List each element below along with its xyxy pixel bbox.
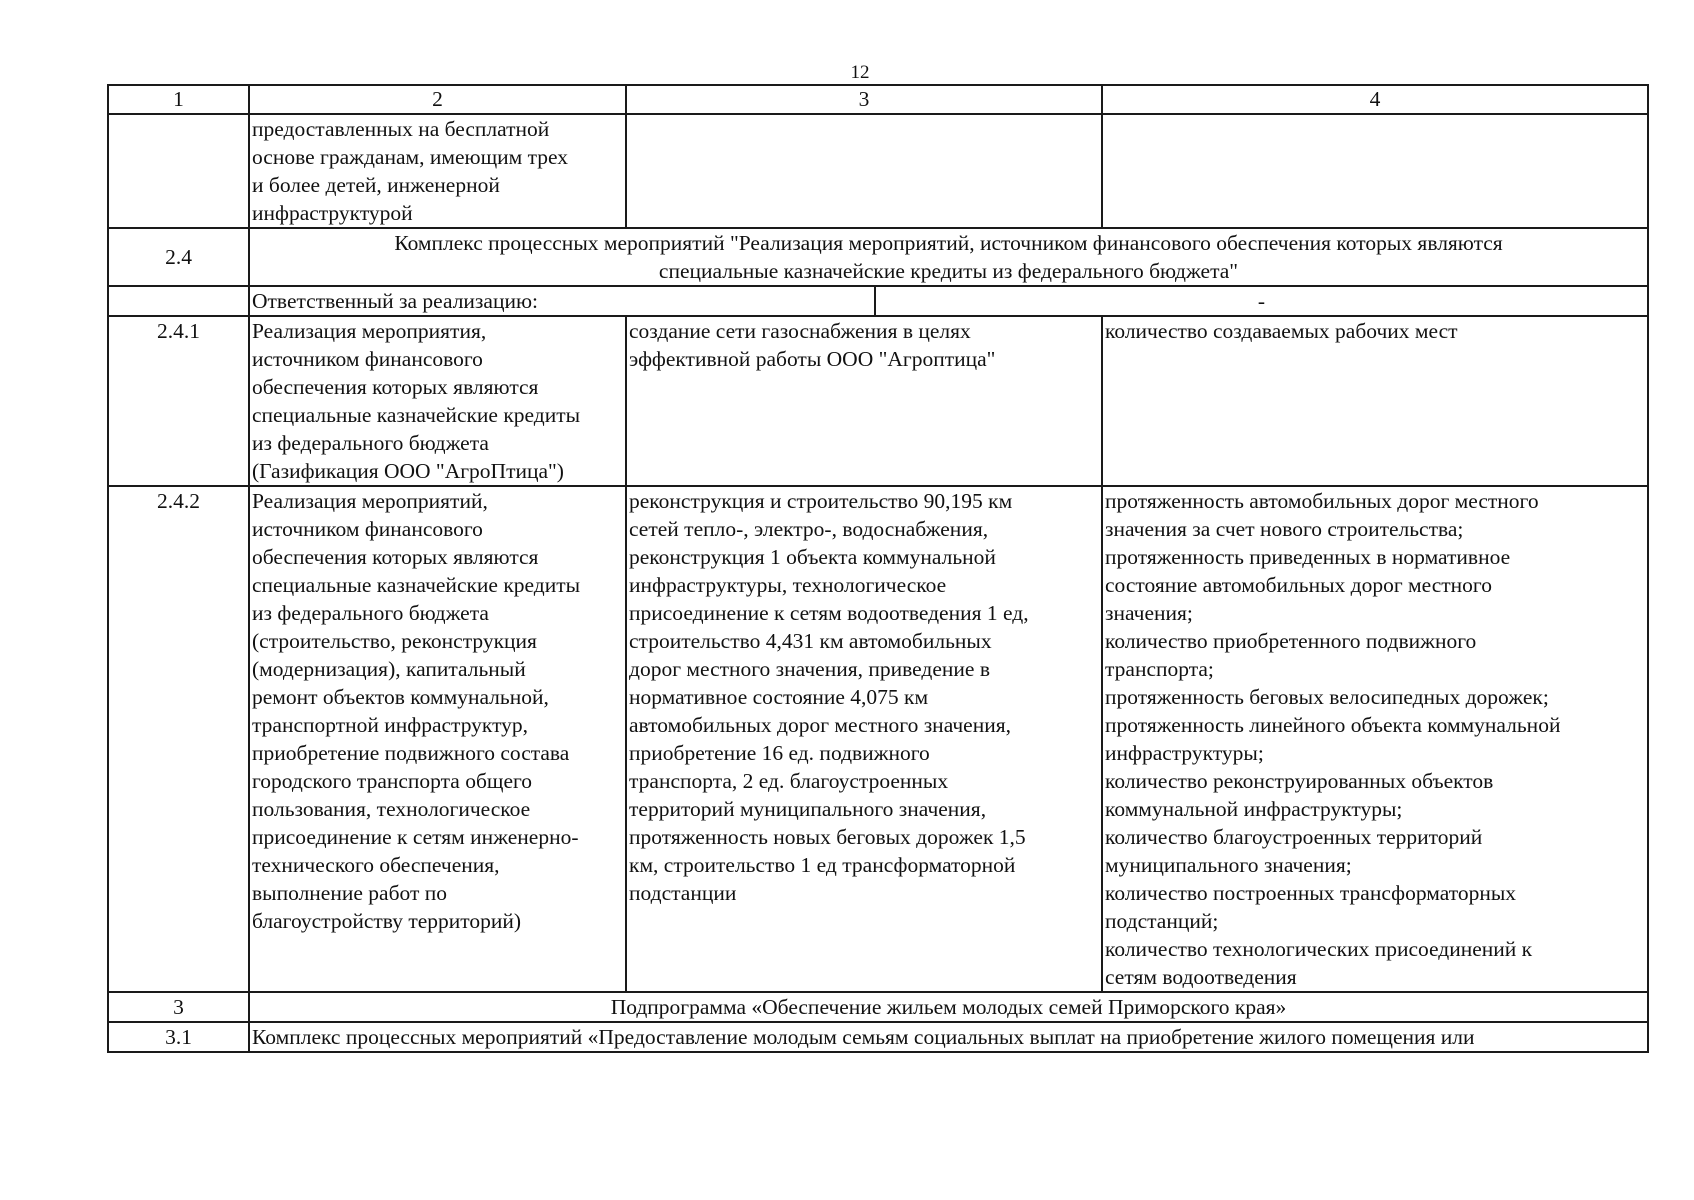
- row-number: 3.1: [108, 1022, 249, 1052]
- event-name-cell: Реализация мероприятия, источником финансового обеспечения которых являются специальные казначейские кредиты из федерального бюджета (Газификация ООО "АгроПтица"): [249, 316, 626, 486]
- responsible-cell: [249, 286, 1648, 316]
- event-name-cell: предоставленных на бесплатной основе гражданам, имеющим трех и более детей, инженерной инфраструктурой: [249, 114, 626, 228]
- row-number: 3: [108, 992, 249, 1022]
- tasks-cell: создание сети газоснабжения в целях эффективной работы ООО "Агроптица": [626, 316, 1102, 486]
- table-row-continuation: [108, 114, 1648, 228]
- header-col-1: 1: [108, 85, 249, 114]
- responsible-label: Ответственный за реализацию:: [250, 287, 876, 315]
- complex-title-cell: Комплекс процессных мероприятий «Предоставление молодым семьям социальных выплат на приобретение жилого помещения или: [249, 1022, 1648, 1052]
- header-col-2: 2: [249, 85, 626, 114]
- table-row-3: [108, 992, 1648, 1022]
- table-row-responsible: [108, 286, 1648, 316]
- table-header-row: [108, 85, 1648, 114]
- indicators-cell: протяженность автомобильных дорог местного значения за счет нового строительства; протяженность приведенных в нормативное состояние автомобильных дорог местного значения; количество приобретенного подвижного транспорта; протяженность беговых велосипедных дорожек; протяженность линейного объекта коммунальной инфраструктуры; количество реконструированных объектов коммунальной инфраструктуры; количество благоустроенных территорий муниципального значения; количество построенных трансформаторных подстанций; количество технологических присоединений к сетям водоотведения: [1102, 486, 1648, 992]
- row-number-empty: [108, 286, 249, 316]
- table-row-2-4-2: [108, 486, 1648, 992]
- header-col-4: 4: [1102, 85, 1648, 114]
- row-number: 2.4.2: [108, 486, 249, 992]
- tasks-cell: [626, 114, 1102, 228]
- table-row-2-4-1: [108, 316, 1648, 486]
- responsible-value: -: [1257, 289, 1266, 313]
- tasks-cell: реконструкция и строительство 90,195 км сетей тепло-, электро-, водоснабжения, реконструкция 1 объекта коммунальной инфраструктуры, технологическое присоединение к сетям водоотведения 1 ед, строительство 4,431 км автомобильных дорог местного значения, приведение в нормативное состояние 4,075 км автомобильных дорог местного значения, приобретение 16 ед. подвижного транспорта, 2 ед. благоустроенных территорий муниципального значения, протяженность новых беговых дорожек 1,5 км, строительство 1 ед трансформаторной подстанции: [626, 486, 1102, 992]
- page-number: 12: [850, 62, 870, 83]
- indicators-cell: количество создаваемых рабочих мест: [1102, 316, 1648, 486]
- row-number: [108, 114, 249, 228]
- header-col-3: 3: [626, 85, 1102, 114]
- table-row-3-1: [108, 1022, 1648, 1052]
- document-table: [107, 84, 1649, 1053]
- event-name-cell: Реализация мероприятий, источником финансового обеспечения которых являются специальные казначейские кредиты из федерального бюджета (строительство, реконструкция (модернизация), капитальный ремонт объектов коммунальной, транспортной инфраструктур, приобретение подвижного состава городского транспорта общего пользования, технологическое присоединение к сетям инженерно- технического обеспечения, выполнение работ по благоустройству территорий): [249, 486, 626, 992]
- indicators-cell: [1102, 114, 1648, 228]
- complex-title-cell: Комплекс процессных мероприятий "Реализация мероприятий, источником финансового обеспечения которых являются специальные казначейские кредиты из федерального бюджета": [249, 228, 1648, 286]
- row-number: 2.4.1: [108, 316, 249, 486]
- subprogram-title-cell: Подпрограмма «Обеспечение жильем молодых семей Приморского края»: [249, 992, 1648, 1022]
- row-number: 2.4: [108, 228, 249, 286]
- table-row-2-4: [108, 228, 1648, 286]
